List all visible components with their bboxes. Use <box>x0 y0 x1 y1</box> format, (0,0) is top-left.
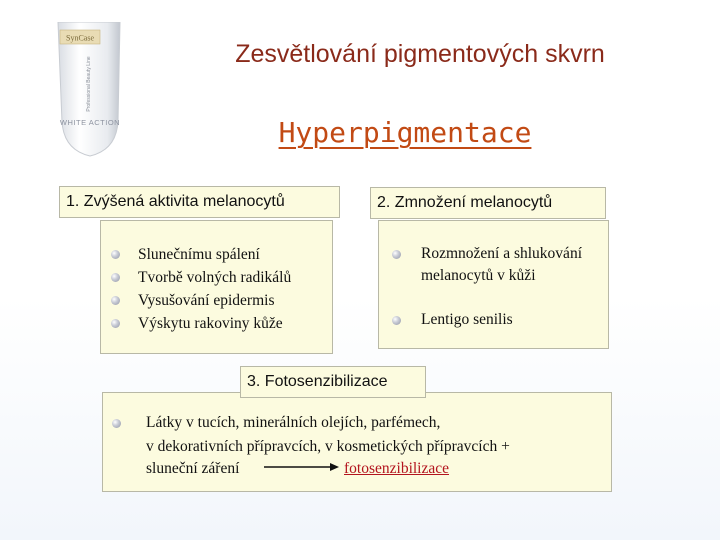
section3-heading: 3. Fotosenzibilizace <box>240 366 426 398</box>
arrow-right-icon <box>262 462 340 472</box>
product-line-text: WHITE ACTION <box>59 118 121 127</box>
bullet-icon <box>111 250 120 259</box>
slide-title: Zesvětlování pigmentových skvrn <box>235 40 605 68</box>
section2-list <box>388 243 603 333</box>
product-brand-label: SynCase <box>66 33 94 43</box>
list-item: Vysušování epidermis <box>110 289 330 312</box>
section1-list <box>110 243 330 335</box>
bullet-icon <box>392 316 401 325</box>
section3-result: fotosenzibilizace <box>344 460 450 477</box>
bullet-icon <box>392 250 401 259</box>
bullet-icon <box>111 319 120 328</box>
bullet-icon <box>112 419 121 428</box>
list-item: Výskytu rakoviny kůže <box>110 312 330 335</box>
bullet-icon <box>111 296 120 305</box>
section3-line3: sluneční záření <box>146 460 240 477</box>
section1-heading: 1. Zvýšená aktivita melanocytů <box>59 186 340 218</box>
list-item: Tvorbě volných radikálů <box>110 266 330 289</box>
section2-heading: 2. Zmnožení melanocytů <box>370 187 606 219</box>
section3-line2: v dekorativních přípravcích, v kosmetických přípravcích + <box>146 438 510 455</box>
list-item: Rozmnožení a shlukování melanocytů v kůži <box>388 243 603 309</box>
bullet-icon <box>111 273 120 282</box>
section3-line1: Látky v tucích, minerálních olejích, parfémech, <box>146 414 441 431</box>
product-side-text: Professional Beauty Line <box>86 56 92 112</box>
list-item: Slunečnímu spálení <box>110 243 330 266</box>
product-tube-image <box>54 22 126 158</box>
list-item: Lentigo senilis <box>388 309 603 333</box>
slide-subtitle: Hyperpigmentace <box>278 116 532 149</box>
